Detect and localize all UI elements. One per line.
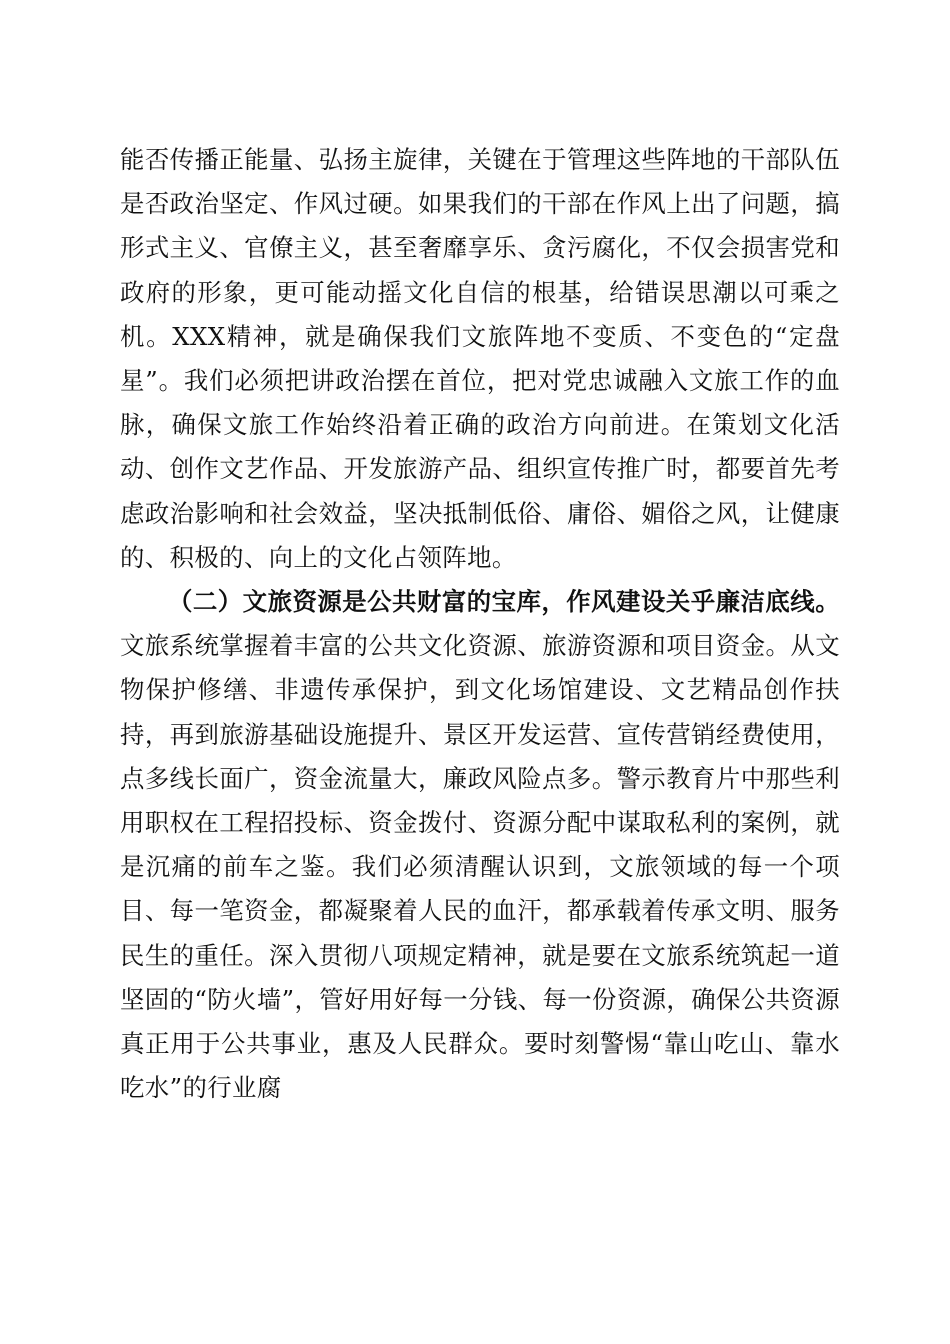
paragraph-1 xyxy=(120,138,840,580)
document-body xyxy=(120,138,840,1110)
paragraph-1-text: 能否传播正能量、弘扬主旋律，关键在于管理这些阵地的干部队伍是否政治坚定、作风过硬。如果我们的干部在作风上出了问题，搞形式主义、官僚主义，甚至奢靡享乐、贪污腐化，不仅会损害党和政府的形象，更可能动摇文化自信的根基，给错误思潮以可乘之机。XXX精神，就是确保我们文旅阵地不变质、不变色的“定盘星”。我们必须把讲政治摆在首位，把对党忠诚融入文旅工作的血脉，确保文旅工作始终沿着正确的政治方向前进。在策划文化活动、创作文艺作品、开发旅游产品、组织宣传推广时，都要首先考虑政治影响和社会效益，坚决抵制低俗、庸俗、媚俗之风，让健康的、积极的、向上的文化占领阵地。 xyxy=(120,145,840,572)
paragraph-2-text: 文旅系统掌握着丰富的公共文化资源、旅游资源和项目资金。从文物保护修缮、非遗传承保护，到文化场馆建设、文艺精品创作扶持，再到旅游基础设施提升、景区开发运营、宣传营销经费使用，点多线长面广，资金流量大，廉政风险点多。警示教育片中那些利用职权在工程招投标、资金拨付、资源分配中谋取私利的案例，就是沉痛的前车之鉴。我们必须清醒认识到，文旅领域的每一个项目、每一笔资金，都凝聚着人民的血汗，都承载着传承文明、服务民生的重任。深入贯彻八项规定精神，就是要在文旅系统筑起一道坚固的“防火墙”，管好用好每一分钱、每一份资源，确保公共资源真正用于公共事业，惠及人民群众。要时刻警惕“靠山吃山、靠水吃水”的行业腐 xyxy=(120,631,840,1103)
paragraph-2 xyxy=(120,580,840,1110)
section-heading-2: （二）文旅资源是公共财富的宝库，作风建设关乎廉洁底线。 xyxy=(168,587,840,617)
